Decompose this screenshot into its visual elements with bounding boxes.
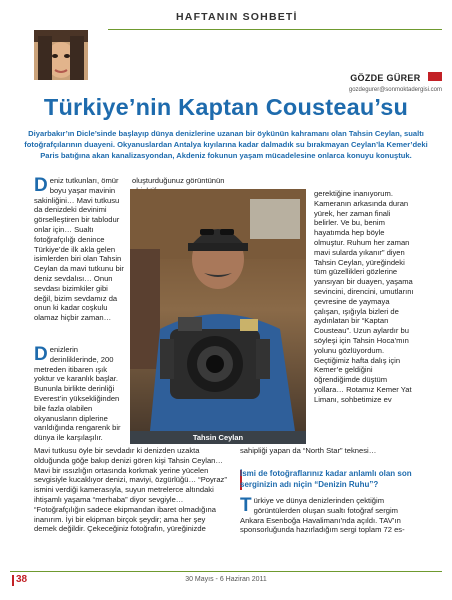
- body-text: ürkiye ve dünya denizlerinden çektiğim görüntülerden oluşan sualtı fotoğraf sergim Ankara Esenboğa Havalimanı’nda açıldı. TAV’ın sponsorluğunda hazırladığım sergi toplam 72 es-: [240, 496, 405, 535]
- body-column-1-top: [34, 176, 124, 323]
- drop-cap: D: [34, 175, 48, 196]
- header-divider: [108, 29, 442, 30]
- article-headline: Türkiye’nin Kaptan Cousteau’su: [43, 94, 409, 120]
- interview-question: İsmi de fotoğraflarınız kadar anlamlı olan son serginizin adı niçin “Denizin Ruhu”?: [240, 469, 412, 489]
- issue-date: 30 Mayıs - 6 Haziran 2011: [185, 576, 267, 583]
- body-column-2-top: oluşturduğunuz görüntünün: [132, 176, 225, 185]
- photo-caption: Tahsin Ceylan: [192, 433, 244, 442]
- page-number: 38: [16, 574, 28, 585]
- drop-cap: T: [240, 495, 252, 516]
- body-text: enizlerin derinliklerinde, 200 metreden itibaren ışık yoktur ve karanlık başlar. Bununla birlikte derinliği Everest’in yüksekliğinden bile fazla olabilen okyanusların diplerine varıldığında rengarenk bir dünya ile karşılaşılır.: [34, 345, 121, 443]
- body-column-bottom-left: Mavi tutkusu öyle bir sevdadır ki denizden uzakta olduğunda göğe bakıp denizi gören kişi Tahsin Ceylan… Mavi bir ıssızlığın ortasında korkmak yerine yücelen sevgisiyle kucaklıyor denizi, maviyi, özgürlüğü… “Poyraz” ismini verdiği kamerasıyla, suyun metrelerce altındaki ihtişamlı yaşama “merhaba” diyor sevgiyle… “Fotoğrafçılığın sadece ekipmandan ibaret olmadığına inanırım. İyi bir ekipman birçok şeydir; ama her şey demek değildir. Çekeceğiniz fotoğrafın, yüreğinizde: [34, 446, 227, 534]
- body-column-bottom-right: sahipliği yapan da “North Star” teknesi…: [240, 446, 377, 455]
- article-intro: Diyarbakır’ın Dicle’sinde başlayıp dünya denizlerine uzanan bir öykünün kahramanı olan Tahsin Ceylan, sualtı fotoğrafçılarının duayeni. Okyanuslardan Antalya kıyılarına kadar dalmadık su bırakmayan Ceylan’la Kemer’deki Paris batığına akan kanalizasyondan, Akdeniz fokunun yaşam mücadelesine onlarca konuyu konuştuk.: [24, 129, 428, 161]
- drop-cap: D: [34, 344, 48, 365]
- author-photo: [34, 30, 88, 80]
- portrait-photo: [130, 189, 306, 431]
- author-email[interactable]: gozdegurer@sonmoktadergisi.com: [348, 87, 442, 93]
- interview-answer: [240, 496, 422, 535]
- body-column-1-bottom: [34, 345, 124, 443]
- footer-divider: [10, 571, 442, 572]
- body-column-3: gerektiğine inanıyorum. Kameranın arkasında duran yürek, her zaman finali belirler. Ve bu, benim hayatımda hep böyle olmuştur. Ruhum her zaman mavi sularda yıkanır” diyen Tahsin Ceylan, yüreğindeki tüm güzellikleri gözlerine yansıyan bir duayen, yaşama sevincini, direncini, umutlarını çevresine de yaymaya çalışan, ışığıyla bizleri de aydınlatan bir “Kaptan Cousteau”. Uzun aylardır bu söyleşi için Tahsin Hoca’mın yolunu gözlüyordum. Geçtiğimiz hafta dalış için Kemer’e geldiğini öğrendiğimde düştüm yollara… Rotamız Kemer Yat Limanı, sohbetimize ev: [314, 189, 414, 404]
- section-title: HAFTANIN SOHBETİ: [176, 11, 298, 23]
- photo-caption-bar: [130, 431, 306, 444]
- author-name: GÖZDE GÜRER: [350, 73, 421, 83]
- body-text: eniz tutkunları, ömür boyu yaşar mavinin sakinliğini… Mavi tutkusu da denizdeki devinimi görselleştiren bir tablodur onlar için… Sualtı fotoğrafçılığı denince Türkiye’de ilk akla gelen isimlerden biri olan Tahsin Ceylan da mavi tutkunu bir deniz sevdalısı… Onun sevdası bizimkiler gibi değil, bizim sevdamız da onun ki kadar coşkulu olamaz hiçbir zaman…: [34, 176, 124, 323]
- author-block: [242, 68, 442, 93]
- author-marker: [428, 72, 442, 81]
